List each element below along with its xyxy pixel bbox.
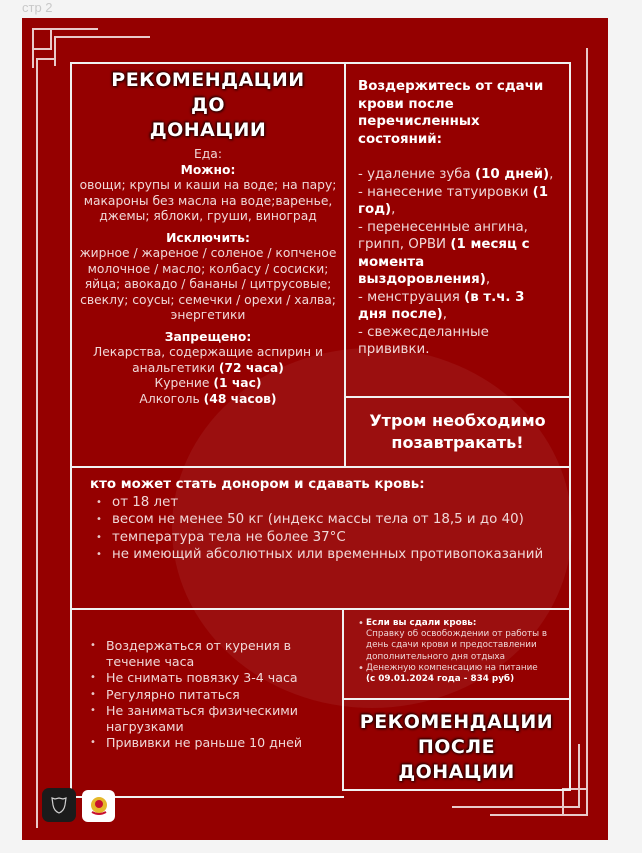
poster [22,18,608,840]
abstain-text: - свежесделанные прививки. [358,324,489,357]
forbidden-duration: (1 час) [213,376,262,390]
abstain-duration: (в т.ч. 3 дня после) [358,289,525,322]
after-item: • Не заниматься физическими нагрузками [84,703,336,735]
corner-line [452,806,580,808]
emblem-icon [87,794,111,818]
who-item: • не имеющий абсолютных или временных противопоказаний [90,546,557,564]
after-item: • Не снимать повязку 3-4 часа [84,670,336,686]
abstain-text: - перенесенные ангина, грипп, ОРВИ [358,219,528,252]
compensation-section [342,608,571,700]
forbidden-duration: (72 часа) [218,360,284,375]
breakfast-section [344,396,571,468]
forbidden-label: Запрещено: [164,329,252,344]
corner-line [562,788,564,814]
dark-app-logo [42,788,76,822]
abstain-text: - удаление зуба [358,167,475,182]
after-donation-list-section [70,608,344,798]
abstain-item [358,324,557,359]
corner-line [50,28,52,50]
after-list [84,638,336,751]
after-donation-title-section [342,698,571,791]
forbidden-item [78,392,338,408]
abstain-tail: , [549,167,554,182]
compensation-text: • Денежную компенсацию на питание [366,662,538,673]
title-line: ДО [190,94,226,116]
forbidden-item [78,376,338,392]
corner-line [54,36,56,66]
corner-line [578,744,580,808]
after-item: • Прививки не раньше 10 дней [84,735,336,751]
who-can-donate-section [70,466,571,610]
abstain-duration: (1 год) [358,184,549,217]
abstain-text: - нанесение татуировки [358,184,533,200]
title-line: ДОНАЦИИ [149,119,267,141]
forbidden-item [78,345,338,376]
compensation-list [352,618,563,674]
page-label: стр 2 [22,0,53,15]
forbidden-text: Лекарства, содержащие аспирин и анальгетики [93,345,323,375]
food-label: Еда: [194,147,222,161]
allowed-label: Можно: [180,162,236,177]
abstain-item [358,184,557,219]
corner-line [36,58,56,60]
compensation-label: • Если вы сдали кровь: [366,618,477,628]
who-title: кто может стать донором и сдавать кровь: [90,477,425,492]
abstain-tail: , [442,307,447,322]
before-donation-title [72,68,344,143]
corner-line [32,48,52,50]
corner-line [36,58,38,828]
exclude-text: жирное / жареное / соленое / копченое молочное / масло; колбасу / сосиски; яйца; авокадо / бананы / цитрусовые; свеклу; соусы; семечки / орехи / халва; энергетики [79,246,337,322]
corner-line [54,36,150,38]
exclude-label: Исключить: [166,230,250,245]
breakfast-text: Утром необходимо позавтракать! [369,411,546,452]
title-line: ПОСЛЕ [417,736,496,758]
forbidden-text: Алкоголь [139,391,204,406]
compensation-text: Справку об освобождении от работы в день сдачи крови и предоставлении дополнительного дня отдыха [366,629,548,662]
who-item: • весом не менее 50 кг (индекс массы тела от 18,5 и до 40) [90,511,557,529]
before-donation-section [70,62,346,468]
who-list [90,494,557,564]
compensation-item [352,618,563,663]
corner-line [586,48,588,814]
corner-line [490,814,588,816]
forbidden-text: Курение [154,376,214,390]
abstain-tail: , [485,272,491,287]
title-line: ДОНАЦИИ [398,761,515,783]
who-item: • от 18 лет [90,494,557,512]
emblem-logo [82,790,115,822]
bear-shield-icon [49,795,69,815]
allowed-text: овощи; крупы и каши на воде; на пару; макароны без масла на воде;варенье, джемы; яблоки, груши, виноград [79,178,337,223]
after-item: • Регулярно питаться [84,687,336,703]
abstain-tail: , [391,202,396,217]
abstain-duration: (1 месяц с момента выздоровления) [358,237,530,287]
after-item: • Воздержаться от курения в течение часа [84,638,336,670]
abstain-section [344,62,571,398]
compensation-amount: (с 09.01.2024 года - 834 руб) [366,674,515,685]
abstain-title: Воздержитесь от сдачи крови после перечисленных состояний: [358,79,544,147]
compensation-item [352,663,563,674]
abstain-duration: (10 дней) [475,167,550,182]
who-item: • температура тела не более 37°С [90,529,557,547]
abstain-item [358,166,557,184]
abstain-item [358,289,557,324]
after-donation-title [344,710,569,785]
abstain-text: - менструация [358,289,465,305]
corner-line [32,28,98,30]
forbidden-duration: (48 часов) [203,391,277,406]
abstain-item [358,219,557,289]
title-line: РЕКОМЕНДАЦИИ [359,711,554,733]
title-line: РЕКОМЕНДАЦИИ [111,69,305,91]
